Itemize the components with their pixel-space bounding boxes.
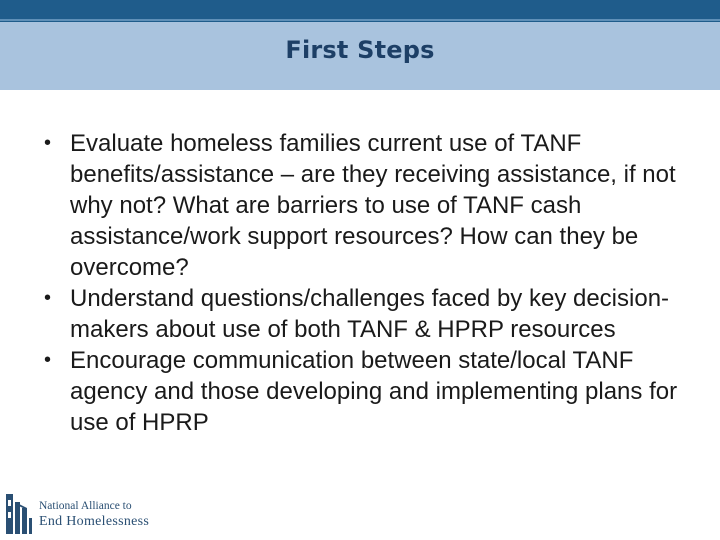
header-band-line	[0, 19, 720, 21]
slide-title: First Steps	[285, 36, 435, 64]
bullet-text: Encourage communication between state/local TANF agency and those developing and implementing plans for use of HPRP	[70, 347, 678, 436]
bullet-icon: •	[44, 132, 52, 154]
logo-text-line1: National Alliance to	[39, 500, 132, 512]
logo-text-line2: End Homelessness	[39, 514, 150, 529]
bullet-text: Understand questions/challenges faced by key decision-makers about use of both TANF & HPRP resources	[70, 285, 670, 343]
bullet-icon: •	[44, 287, 52, 309]
organization-logo	[5, 492, 185, 536]
house-logo-icon	[5, 492, 35, 536]
bullet-list	[44, 128, 694, 438]
bullet-icon: •	[44, 349, 52, 371]
bullet-item	[44, 283, 694, 345]
bullet-text: Evaluate homeless families current use of TANF benefits/assistance – are they receiving assistance, if not why not? What are barriers to use of TANF cash assistance/work support resources? How can they be overcome?	[70, 130, 676, 281]
bullet-item	[44, 345, 694, 438]
bullet-item	[44, 128, 694, 283]
